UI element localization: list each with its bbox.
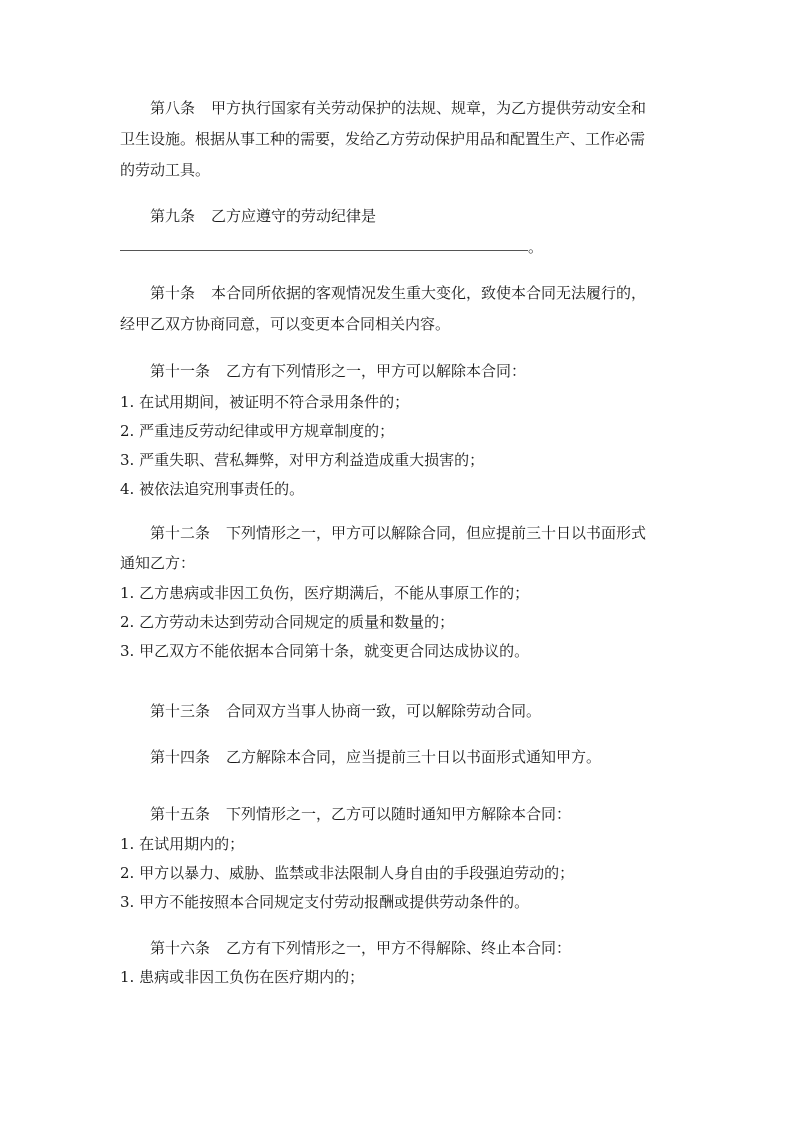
article-text: 本合同所依据的客观情况发生重大变化，致使本合同无法履行的， bbox=[211, 284, 647, 302]
article-number: 第十三条 bbox=[150, 702, 211, 720]
list-item: 2. 甲方以暴力、威胁、监禁或非法限制人身自由的手段强迫劳动的； bbox=[120, 864, 575, 882]
fill-in-blank-line bbox=[120, 250, 528, 251]
list-item: 4. 被依法追究刑事责任的。 bbox=[120, 480, 305, 498]
article-number: 第十六条 bbox=[150, 939, 211, 957]
article-12-line-1 bbox=[150, 522, 646, 544]
article-text: 乙方有下列情形之一，甲方可以解除本合同： bbox=[226, 362, 527, 380]
list-item: 2. 严重违反劳动纪律或甲方规章制度的； bbox=[120, 422, 395, 440]
article-text: 乙方解除本合同，应当提前三十日以书面形式通知甲方。 bbox=[226, 748, 602, 766]
article-15-line-1 bbox=[150, 803, 571, 825]
list-item: 1. 乙方患病或非因工负伤，医疗期满后，不能从事原工作的； bbox=[120, 584, 530, 602]
article-number: 第九条 bbox=[150, 207, 196, 225]
blank-end-punctuation: 。 bbox=[528, 238, 544, 256]
article-13-line-1 bbox=[150, 700, 541, 722]
list-item: 1. 在试用期内的； bbox=[120, 835, 245, 853]
article-text: 下列情形之一，乙方可以随时通知甲方解除本合同： bbox=[226, 805, 572, 823]
article-text: 乙方应遵守的劳动纪律是 bbox=[211, 207, 377, 225]
article-11-line-1 bbox=[150, 360, 526, 382]
list-item: 3. 严重失职、营私舞弊，对甲方利益造成重大损害的； bbox=[120, 451, 485, 469]
article-text: 乙方有下列情形之一，甲方不得解除、终止本合同： bbox=[226, 939, 572, 957]
article-9-line-1 bbox=[150, 205, 376, 227]
article-number: 第八条 bbox=[150, 99, 196, 117]
article-text: 合同双方当事人协商一致，可以解除劳动合同。 bbox=[226, 702, 542, 720]
article-16-line-1 bbox=[150, 937, 571, 959]
article-8-line-3: 的劳动工具。 bbox=[120, 161, 211, 179]
article-10-line-1 bbox=[150, 282, 646, 304]
article-number: 第十五条 bbox=[150, 805, 211, 823]
article-text: 下列情形之一，甲方可以解除合同，但应提前三十日以书面形式 bbox=[226, 524, 647, 542]
list-item: 1. 患病或非因工负伤在医疗期内的； bbox=[120, 968, 365, 986]
article-12-line-2: 通知乙方： bbox=[120, 554, 196, 572]
article-text: 甲方执行国家有关劳动保护的法规、规章，为乙方提供劳动安全和 bbox=[211, 99, 647, 117]
list-item: 1. 在试用期间，被证明不符合录用条件的； bbox=[120, 393, 410, 411]
article-8-line-2: 卫生设施。根据从事工种的需要，发给乙方劳动保护用品和配置生产、工作必需 bbox=[120, 130, 646, 148]
list-item: 2. 乙方劳动未达到劳动合同规定的质量和数量的； bbox=[120, 613, 455, 631]
article-14-line-1 bbox=[150, 746, 601, 768]
list-item: 3. 甲方不能按照本合同规定支付劳动报酬或提供劳动条件的。 bbox=[120, 893, 530, 911]
article-number: 第十四条 bbox=[150, 748, 211, 766]
article-8-line-1 bbox=[150, 97, 646, 119]
list-item: 3. 甲乙双方不能依据本合同第十条，就变更合同达成协议的。 bbox=[120, 642, 530, 660]
article-number: 第十条 bbox=[150, 284, 196, 302]
article-number: 第十一条 bbox=[150, 362, 211, 380]
article-10-line-2: 经甲乙双方协商同意，可以变更本合同相关内容。 bbox=[120, 315, 451, 333]
article-number: 第十二条 bbox=[150, 524, 211, 542]
